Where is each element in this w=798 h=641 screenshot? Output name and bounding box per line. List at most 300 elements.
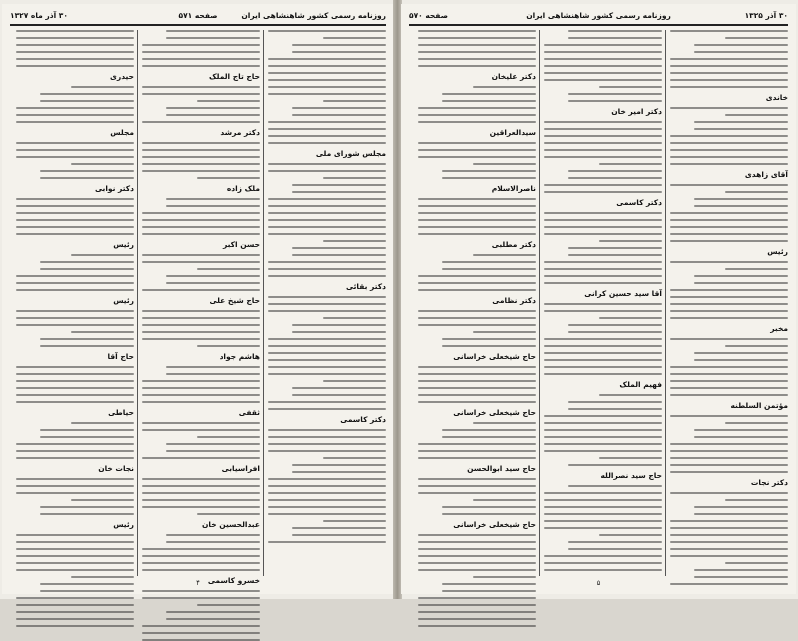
speaker-heading: حاج تاج الملک xyxy=(208,72,260,81)
right-column-2 xyxy=(544,30,662,576)
speaker-heading: رئیس xyxy=(767,247,788,256)
text-line xyxy=(268,30,386,32)
text-line xyxy=(268,205,386,207)
text-line xyxy=(544,72,662,74)
text-line xyxy=(142,317,260,319)
text-line xyxy=(418,205,536,207)
text-line xyxy=(16,478,134,480)
text-line xyxy=(544,506,662,508)
text-line xyxy=(418,142,536,144)
text-line xyxy=(142,499,260,501)
text-line xyxy=(544,261,662,263)
text-line xyxy=(71,499,134,501)
text-line xyxy=(544,219,662,221)
text-line xyxy=(292,44,386,46)
text-line xyxy=(418,114,536,116)
text-line xyxy=(40,261,134,263)
text-line xyxy=(268,142,386,144)
text-line xyxy=(568,331,662,333)
text-line xyxy=(418,198,536,200)
text-line xyxy=(670,30,788,32)
text-line xyxy=(544,373,662,375)
text-line xyxy=(166,37,260,39)
text-line xyxy=(142,478,260,480)
text-line xyxy=(323,380,386,382)
text-line xyxy=(268,303,386,305)
text-line xyxy=(16,618,134,620)
left-page xyxy=(2,4,394,594)
text-line xyxy=(670,261,788,263)
text-line xyxy=(418,51,536,53)
text-line xyxy=(544,338,662,340)
text-line xyxy=(694,513,788,515)
text-line xyxy=(725,499,788,501)
text-line xyxy=(568,485,662,487)
speaker-heading: عبدالحسین خان xyxy=(202,520,260,529)
speaker-heading: مؤتمن السلطنه xyxy=(730,401,788,410)
text-line xyxy=(142,492,260,494)
text-line xyxy=(418,226,536,228)
text-line xyxy=(142,548,260,550)
text-line xyxy=(670,492,788,494)
text-line xyxy=(142,422,260,424)
text-line xyxy=(442,177,536,179)
text-line xyxy=(197,177,260,179)
text-line xyxy=(166,275,260,277)
text-line xyxy=(544,520,662,522)
text-line xyxy=(694,44,788,46)
text-line xyxy=(16,233,134,235)
text-line xyxy=(568,100,662,102)
text-line xyxy=(670,310,788,312)
text-line xyxy=(544,569,662,571)
text-line xyxy=(544,275,662,277)
text-line xyxy=(544,44,662,46)
text-line xyxy=(142,394,260,396)
text-line xyxy=(694,205,788,207)
text-line xyxy=(323,520,386,522)
text-line xyxy=(268,72,386,74)
right-column-3 xyxy=(418,30,536,576)
text-line xyxy=(71,331,134,333)
text-line xyxy=(670,555,788,557)
text-line xyxy=(418,121,536,123)
text-line xyxy=(16,44,134,46)
text-line xyxy=(40,177,134,179)
text-line xyxy=(544,65,662,67)
text-line xyxy=(268,233,386,235)
text-line xyxy=(142,310,260,312)
text-line xyxy=(292,471,386,473)
text-line xyxy=(544,555,662,557)
text-line xyxy=(142,58,260,60)
text-line xyxy=(568,93,662,95)
text-line xyxy=(16,156,134,158)
text-line xyxy=(599,86,662,88)
text-line xyxy=(670,534,788,536)
text-line xyxy=(670,226,788,228)
text-line xyxy=(166,618,260,620)
text-line xyxy=(418,289,536,291)
text-line xyxy=(16,205,134,207)
text-line xyxy=(418,373,536,375)
text-line xyxy=(568,170,662,172)
text-line xyxy=(544,135,662,137)
text-line xyxy=(142,331,260,333)
text-line xyxy=(16,114,134,116)
text-line xyxy=(40,513,134,515)
speaker-heading: مجلس xyxy=(110,128,134,137)
text-line xyxy=(418,149,536,151)
text-line xyxy=(16,226,134,228)
text-line xyxy=(442,506,536,508)
text-line xyxy=(670,296,788,298)
text-line xyxy=(268,268,386,270)
text-line xyxy=(670,387,788,389)
text-line xyxy=(670,380,788,382)
text-line xyxy=(544,492,662,494)
text-line xyxy=(544,443,662,445)
text-line xyxy=(418,457,536,459)
text-line xyxy=(16,555,134,557)
text-line xyxy=(292,254,386,256)
text-line xyxy=(16,366,134,368)
text-line xyxy=(544,422,662,424)
text-line xyxy=(292,247,386,249)
text-line xyxy=(544,359,662,361)
text-line xyxy=(725,422,788,424)
text-line xyxy=(142,142,260,144)
text-line xyxy=(418,492,536,494)
text-line xyxy=(166,373,260,375)
text-line xyxy=(16,492,134,494)
right-date: ۳۰ آذر ۱۳۲۵ xyxy=(744,11,788,20)
text-line xyxy=(418,611,536,613)
text-line xyxy=(16,373,134,375)
text-line xyxy=(16,597,134,599)
text-line xyxy=(599,163,662,165)
text-line xyxy=(323,317,386,319)
text-line xyxy=(544,282,662,284)
text-line xyxy=(473,254,536,256)
speaker-heading: حاج شیخعلی خراسانی xyxy=(453,520,536,529)
speaker-heading: حیاطی xyxy=(108,408,134,417)
text-line xyxy=(694,51,788,53)
text-line xyxy=(418,324,536,326)
text-line xyxy=(568,254,662,256)
text-line xyxy=(670,548,788,550)
text-line xyxy=(418,618,536,620)
text-line xyxy=(292,527,386,529)
text-line xyxy=(670,415,788,417)
text-line xyxy=(694,198,788,200)
speaker-heading: دکتر بقائی xyxy=(346,282,386,291)
text-line xyxy=(268,499,386,501)
text-line xyxy=(142,429,260,431)
text-line xyxy=(40,436,134,438)
text-line xyxy=(292,184,386,186)
text-line xyxy=(418,44,536,46)
text-line xyxy=(16,541,134,543)
speaker-heading: نجات خان xyxy=(98,464,134,473)
text-line xyxy=(544,79,662,81)
text-line xyxy=(268,86,386,88)
text-line xyxy=(323,240,386,242)
text-line xyxy=(166,611,260,613)
text-line xyxy=(142,632,260,634)
right-page-number: صفحه ۵۷۰ xyxy=(409,11,448,20)
text-line xyxy=(544,191,662,193)
text-line xyxy=(694,128,788,130)
text-line xyxy=(16,30,134,32)
text-line xyxy=(473,422,536,424)
text-line xyxy=(670,541,788,543)
text-line xyxy=(71,576,134,578)
text-line xyxy=(71,86,134,88)
text-line xyxy=(40,590,134,592)
text-line xyxy=(16,450,134,452)
text-line xyxy=(418,443,536,445)
text-line xyxy=(292,331,386,333)
text-line xyxy=(418,555,536,557)
text-line xyxy=(544,366,662,368)
speaker-heading: حاج سید نصرالله xyxy=(600,471,662,480)
text-line xyxy=(16,394,134,396)
text-line xyxy=(544,51,662,53)
text-line xyxy=(418,478,536,480)
text-line xyxy=(16,65,134,67)
text-line xyxy=(166,282,260,284)
text-line xyxy=(418,317,536,319)
text-line xyxy=(418,541,536,543)
text-line xyxy=(166,450,260,452)
text-line xyxy=(268,135,386,137)
speaker-heading: دکتر نوابی xyxy=(94,184,134,193)
text-line xyxy=(16,443,134,445)
text-line xyxy=(670,212,788,214)
text-line xyxy=(544,310,662,312)
text-line xyxy=(166,205,260,207)
text-line xyxy=(197,604,260,606)
text-line xyxy=(418,597,536,599)
text-line xyxy=(142,86,260,88)
speaker-heading: دکتر علیخان xyxy=(491,72,536,81)
text-line xyxy=(16,387,134,389)
text-line xyxy=(544,226,662,228)
text-line xyxy=(16,198,134,200)
text-line xyxy=(292,191,386,193)
text-line xyxy=(418,450,536,452)
left-date: ۳۰ آذر ماه ۱۳۲۷ xyxy=(10,11,68,20)
text-line xyxy=(442,170,536,172)
text-line xyxy=(268,79,386,81)
text-line xyxy=(599,394,662,396)
text-line xyxy=(40,506,134,508)
text-line xyxy=(670,86,788,88)
text-line xyxy=(268,513,386,515)
speaker-heading: آقای زاهدی xyxy=(744,170,788,179)
text-line xyxy=(292,534,386,536)
text-line xyxy=(16,324,134,326)
text-line xyxy=(268,373,386,375)
left-page-header xyxy=(10,10,386,26)
left-columns xyxy=(10,30,386,585)
text-line xyxy=(16,121,134,123)
text-line xyxy=(142,338,260,340)
speaker-heading: حسن اکبر xyxy=(222,240,260,249)
text-line xyxy=(292,324,386,326)
right-columns xyxy=(409,30,788,576)
text-line xyxy=(268,506,386,508)
text-line xyxy=(16,604,134,606)
text-line xyxy=(142,261,260,263)
text-line xyxy=(142,170,260,172)
text-line xyxy=(544,429,662,431)
text-line xyxy=(442,590,536,592)
text-line xyxy=(292,107,386,109)
text-line xyxy=(40,345,134,347)
text-line xyxy=(544,128,662,130)
text-line xyxy=(142,212,260,214)
text-line xyxy=(268,65,386,67)
text-line xyxy=(40,429,134,431)
text-line xyxy=(268,58,386,60)
text-line xyxy=(418,282,536,284)
left-column-3 xyxy=(16,30,134,576)
text-line xyxy=(694,121,788,123)
text-line xyxy=(670,520,788,522)
text-line xyxy=(544,562,662,564)
text-line xyxy=(16,282,134,284)
speaker-heading: حاج آقا xyxy=(107,352,134,361)
text-line xyxy=(197,345,260,347)
text-line xyxy=(142,254,260,256)
text-line xyxy=(694,569,788,571)
speaker-heading: حاج شیخعلی خراسانی xyxy=(453,408,536,417)
text-line xyxy=(473,331,536,333)
text-line xyxy=(71,254,134,256)
text-line xyxy=(40,338,134,340)
speaker-heading: افراسیابی xyxy=(221,464,260,473)
text-line xyxy=(725,114,788,116)
text-line xyxy=(166,534,260,536)
text-line xyxy=(418,380,536,382)
text-line xyxy=(16,37,134,39)
text-line xyxy=(670,240,788,242)
text-line xyxy=(725,37,788,39)
text-line xyxy=(268,366,386,368)
text-line xyxy=(544,527,662,529)
text-line xyxy=(694,352,788,354)
text-line xyxy=(292,464,386,466)
text-line xyxy=(16,317,134,319)
speaker-heading: دکتر نجات xyxy=(750,478,788,487)
text-line xyxy=(670,58,788,60)
text-line xyxy=(268,541,386,543)
left-page-number: صفحه ۵۷۱ xyxy=(178,11,218,20)
text-line xyxy=(142,569,260,571)
text-line xyxy=(268,338,386,340)
text-line xyxy=(40,93,134,95)
text-line xyxy=(694,436,788,438)
text-line xyxy=(16,380,134,382)
text-line xyxy=(544,499,662,501)
speaker-heading: فهیم الملک xyxy=(619,380,662,389)
text-line xyxy=(568,247,662,249)
text-line xyxy=(40,100,134,102)
text-line xyxy=(670,450,788,452)
text-line xyxy=(725,191,788,193)
text-line xyxy=(670,156,788,158)
text-line xyxy=(670,464,788,466)
speaker-heading: رئیس xyxy=(113,296,134,305)
text-line xyxy=(292,51,386,53)
text-line xyxy=(16,562,134,564)
text-line xyxy=(670,142,788,144)
text-line xyxy=(142,506,260,508)
text-line xyxy=(268,408,386,410)
text-line xyxy=(16,289,134,291)
text-line xyxy=(16,457,134,459)
text-line xyxy=(418,394,536,396)
speaker-heading: ملک زاده xyxy=(226,184,260,193)
text-line xyxy=(142,597,260,599)
text-line xyxy=(16,548,134,550)
speaker-heading: مخبر xyxy=(770,324,788,333)
text-line xyxy=(725,345,788,347)
text-line xyxy=(142,163,260,165)
text-line xyxy=(473,86,536,88)
text-line xyxy=(323,177,386,179)
text-line xyxy=(544,303,662,305)
column-rule xyxy=(665,30,666,576)
text-line xyxy=(418,30,536,32)
speaker-heading: آقا سید حسین کرانی xyxy=(584,289,662,298)
text-line xyxy=(16,58,134,60)
speaker-heading: حاج سید ابوالحسن xyxy=(467,464,536,473)
text-line xyxy=(268,170,386,172)
text-line xyxy=(268,275,386,277)
text-line xyxy=(418,212,536,214)
text-line xyxy=(142,233,260,235)
right-footer-number: ۵ xyxy=(596,579,601,587)
text-line xyxy=(268,163,386,165)
text-line xyxy=(71,422,134,424)
text-line xyxy=(694,506,788,508)
text-line xyxy=(418,310,536,312)
text-line xyxy=(166,114,260,116)
speaker-heading: دکتر امیر خان xyxy=(611,107,662,116)
text-line xyxy=(418,401,536,403)
text-line xyxy=(418,275,536,277)
text-line xyxy=(197,513,260,515)
text-line xyxy=(268,450,386,452)
text-line xyxy=(142,457,260,459)
text-line xyxy=(670,149,788,151)
right-page xyxy=(401,4,796,594)
text-line xyxy=(268,429,386,431)
left-footer xyxy=(10,579,386,589)
speaker-heading: خسرو کاسمی xyxy=(207,576,260,585)
left-column-1 xyxy=(268,30,386,576)
speaker-heading: خاندی xyxy=(765,93,788,102)
text-line xyxy=(544,142,662,144)
speaker-heading: رئیس xyxy=(113,240,134,249)
text-line xyxy=(544,513,662,515)
text-line xyxy=(166,198,260,200)
text-line xyxy=(142,65,260,67)
text-line xyxy=(142,289,260,291)
